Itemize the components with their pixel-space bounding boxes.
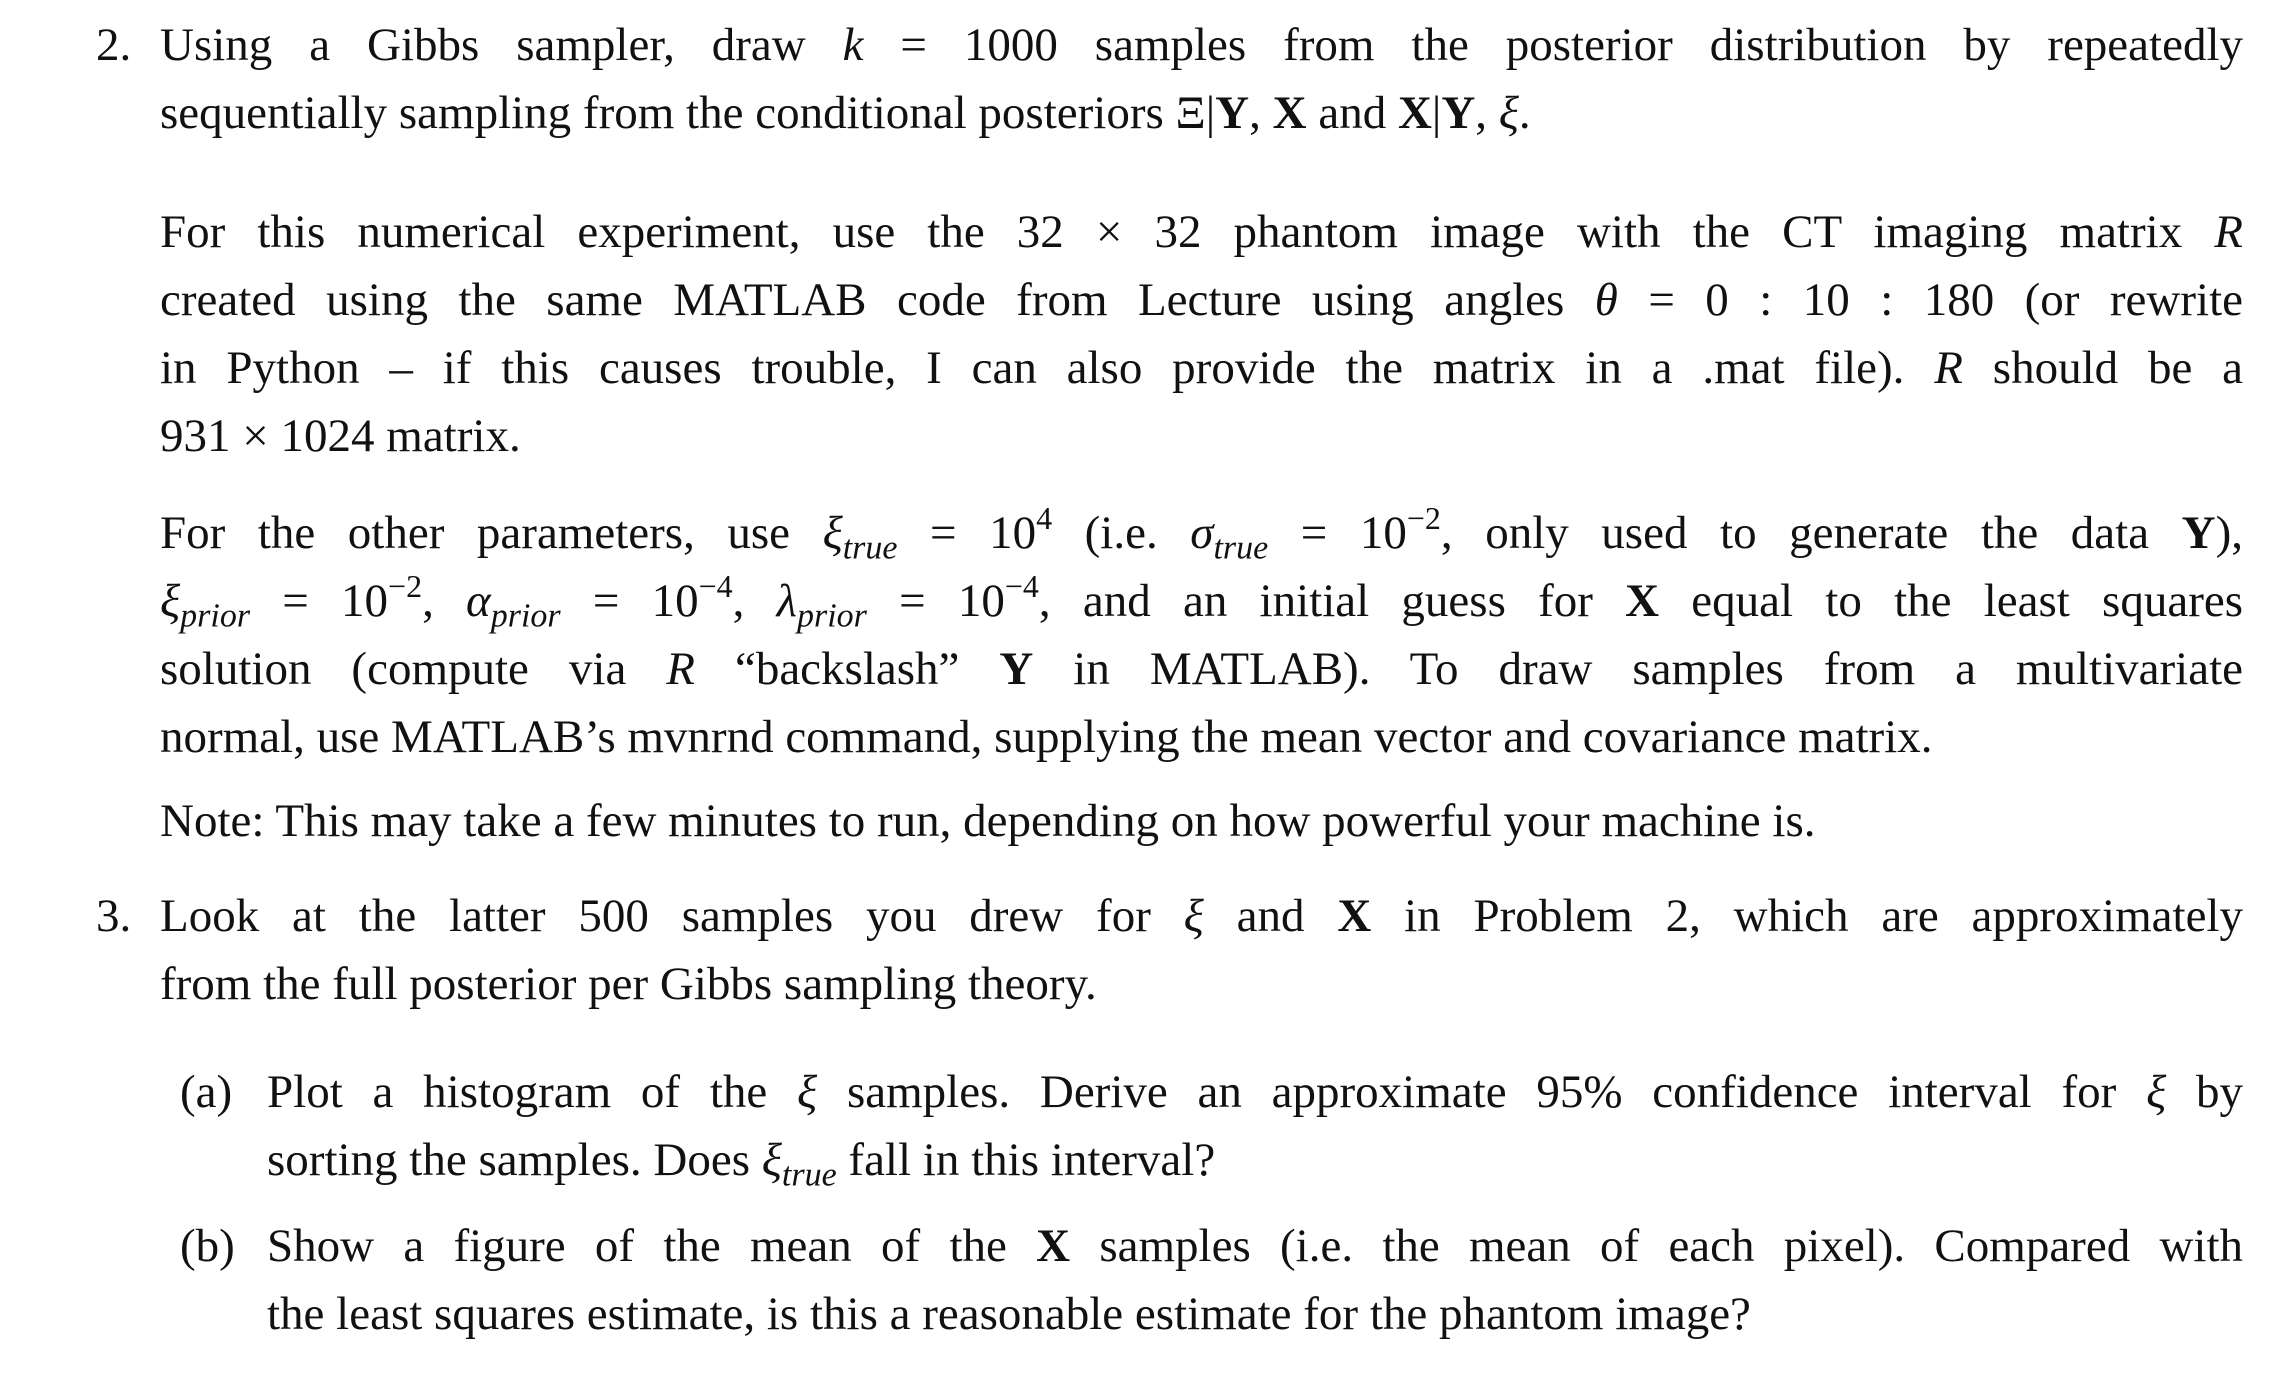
setup-line-3: in Python – if this causes trouble, I can also provide the matrix in a .mat file). R should be a xyxy=(160,342,2243,394)
setup-line-2: created using the same MATLAB code from Lecture using angles θ = 0 : 10 : 180 (or rewrite xyxy=(160,274,2243,326)
note-line: Note: This may take a few minutes to run, depending on how powerful your machine is. xyxy=(160,795,1816,847)
part-b-line-2: the least squares estimate, is this a reasonable estimate for the phantom image? xyxy=(267,1288,1751,1340)
problem-2-statement xyxy=(160,11,2243,147)
part-a-label: (a) xyxy=(180,1066,233,1118)
problem-2-setup-paragraph xyxy=(160,198,2243,470)
problem-2-statement-line-2: sequentially sampling from the conditional posteriors Ξ|Y, X and X|Y, ξ. xyxy=(160,87,1531,139)
problem-2-statement-line-1: Using a Gibbs sampler, draw k = 1000 samples from the posterior distribution by repeatedly xyxy=(160,19,2244,71)
part-b-text xyxy=(267,1212,2243,1348)
problem-3-intro-line-1: Look at the latter 500 samples you drew for ξ and X in Problem 2, which are approximately xyxy=(160,890,2243,942)
problem-2-number: 2. xyxy=(96,19,132,71)
setup-line-1: For this numerical experiment, use the 32 × 32 phantom image with the CT imaging matrix R xyxy=(160,206,2243,258)
parameters-line-2: $\xi_{prior} = 10^{-2}$, $\alpha_{prior} = 10^{-4}$, $\lambda_{prior} = 10^{-4}$, and an initial guess for X equal to the least squares xyxy=(160,568,2244,635)
problem-3-intro-line-2: from the full posterior per Gibbs sampling theory. xyxy=(160,958,1097,1010)
problem-2-note xyxy=(160,787,2243,855)
problem-3-intro xyxy=(160,882,2243,1018)
parameters-line-3: solution (compute via R “backslash” Y in MATLAB). To draw samples from a multivariate xyxy=(160,643,2243,695)
part-b-label: (b) xyxy=(180,1220,235,1272)
setup-line-4: 931 × 1024 matrix. xyxy=(160,410,521,462)
problem-3-number: 3. xyxy=(96,890,132,942)
parameters-line-4: normal, use MATLAB’s mvnrnd command, supplying the mean vector and covariance matrix. xyxy=(160,711,1933,763)
part-a-line-2: sorting the samples. Does $\xi_{true}$ fall in this interval? xyxy=(267,1134,1216,1194)
part-a-text xyxy=(267,1058,2243,1194)
part-b-line-1: Show a figure of the mean of the X samples (i.e. the mean of each pixel). Compared with xyxy=(267,1220,2243,1272)
parameters-line-1: For the other parameters, use $\xi_{true} = 10^4$ (i.e. $\sigma_{true} = 10^{-2}$, only used to generate the data Y), xyxy=(160,500,2243,567)
problem-2-parameters-paragraph xyxy=(160,499,2243,771)
part-a-line-1: Plot a histogram of the ξ samples. Derive an approximate 95% confidence interval for ξ by xyxy=(267,1066,2244,1118)
